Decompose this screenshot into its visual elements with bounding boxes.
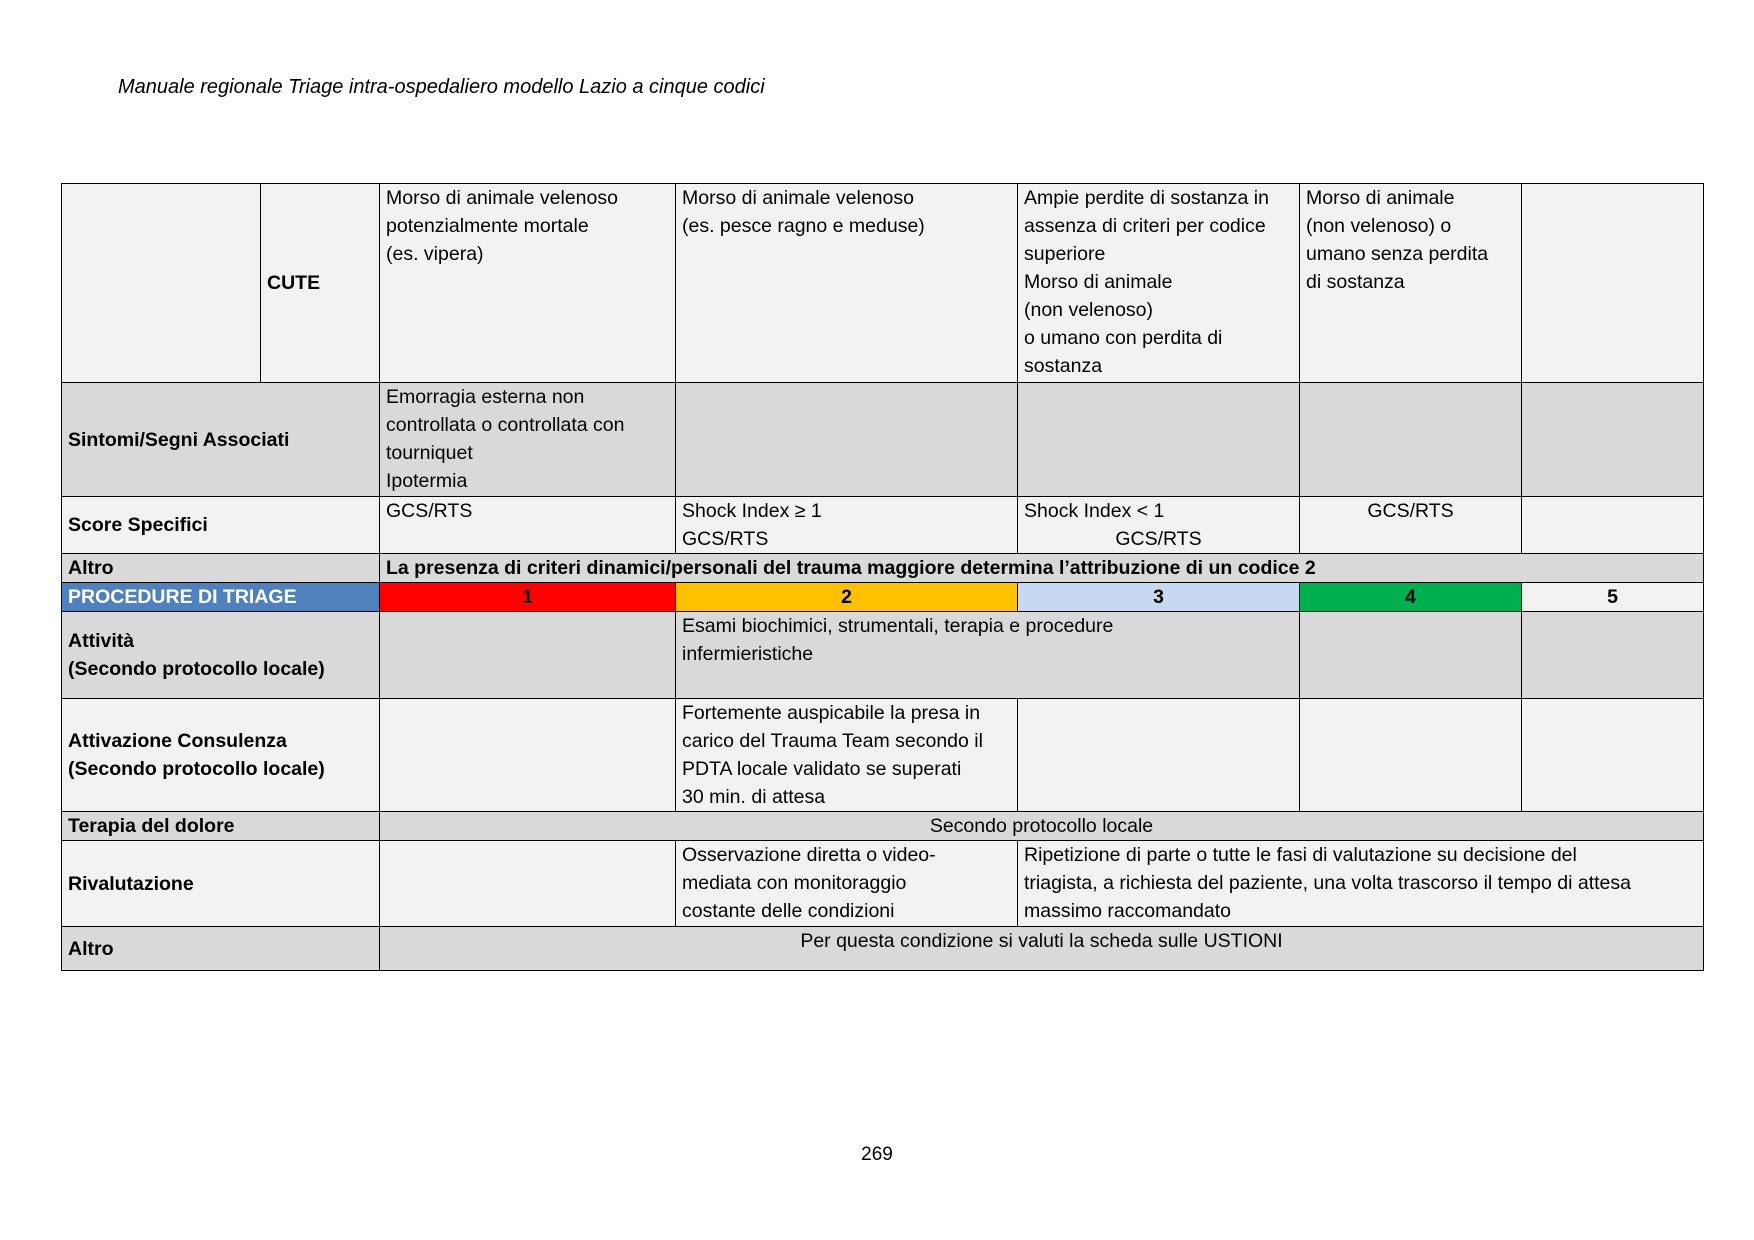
rivalutazione-code-2: Osservazione diretta o video- mediata con monitoraggio costante delle condizioni (676, 841, 1018, 927)
sintomi-code-3 (1018, 383, 1300, 497)
row-procedure-header (62, 583, 1704, 612)
code-1-cell: 1 (380, 583, 676, 612)
score-code-2-line1: Shock Index ≥ 1 (682, 500, 822, 522)
rivalutazione-code-1 (380, 841, 676, 927)
cute-code-2: Morso di animale velenoso (es. pesce ragno e meduse) (676, 184, 1018, 383)
row-label-cute: CUTE (261, 184, 380, 383)
row-label-altro-1: Altro (62, 554, 380, 583)
row-rivalutazione (62, 841, 1704, 927)
sintomi-code-5 (1522, 383, 1704, 497)
rivalutazione-text: Ripetizione di parte o tutte le fasi di valutazione su decisione del triagista, a richiesta del paziente, una volta trascorso il tempo di attesa massimo raccomandato (1018, 841, 1704, 927)
attivita-code-5 (1522, 612, 1704, 699)
row-sintomi (62, 383, 1704, 497)
cute-code-1: Morso di animale velenoso potenzialmente mortale (es. vipera) (380, 184, 676, 383)
row-attivita (62, 612, 1704, 699)
document-header: Manuale regionale Triage intra-ospedaliero modello Lazio a cinque codici (118, 76, 765, 98)
score-code-3-line2: GCS/RTS (1115, 528, 1202, 550)
row-altro-1 (62, 554, 1704, 583)
empty-cell (62, 184, 261, 383)
sintomi-code-2 (676, 383, 1018, 497)
code-5-cell: 5 (1522, 583, 1704, 612)
row-cute (62, 184, 1704, 383)
row-score (62, 497, 1704, 554)
row-altro-2 (62, 927, 1704, 971)
score-code-3 (1018, 497, 1300, 554)
row-label-rivalutazione: Rivalutazione (62, 841, 380, 927)
triage-table (61, 183, 1704, 971)
procedure-header-label: PROCEDURE DI TRIAGE (62, 583, 380, 612)
row-label-consulenza: Attivazione Consulenza (Secondo protocollo locale) (62, 699, 380, 812)
consulenza-code-5 (1522, 699, 1704, 812)
code-3-cell: 3 (1018, 583, 1300, 612)
consulenza-code-2: Fortemente auspicabile la presa in carico del Trauma Team secondo il PDTA locale validato se superati 30 min. di attesa (676, 699, 1018, 812)
altro-1-text: La presenza di criteri dinamici/personali del trauma maggiore determina l’attribuzione di un codice 2 (380, 554, 1704, 583)
row-label-altro-2: Altro (62, 927, 380, 971)
sintomi-code-4 (1300, 383, 1522, 497)
attivita-text: Esami biochimici, strumentali, terapia e procedure infermieristiche (676, 612, 1300, 699)
code-2-cell: 2 (676, 583, 1018, 612)
row-label-attivita: Attività (Secondo protocollo locale) (62, 612, 380, 699)
score-code-2 (676, 497, 1018, 554)
altro-2-text: Per questa condizione si valuti la scheda sulle USTIONI (380, 927, 1704, 971)
row-label-dolore: Terapia del dolore (62, 812, 380, 841)
consulenza-code-1 (380, 699, 676, 812)
consulenza-code-4 (1300, 699, 1522, 812)
score-code-2-line2: GCS/RTS (682, 528, 769, 550)
score-code-4: GCS/RTS (1300, 497, 1522, 554)
row-label-score: Score Specifici (62, 497, 380, 554)
cute-code-3: Ampie perdite di sostanza in assenza di criteri per codice superiore Morso di animale (non velenoso) o umano con perdita di sostanza (1018, 184, 1300, 383)
code-4-cell: 4 (1300, 583, 1522, 612)
score-code-1: GCS/RTS (380, 497, 676, 554)
score-code-3-line1: Shock Index < 1 (1024, 500, 1165, 522)
dolore-text: Secondo protocollo locale (380, 812, 1704, 841)
score-code-5 (1522, 497, 1704, 554)
consulenza-code-3 (1018, 699, 1300, 812)
cute-code-5 (1522, 184, 1704, 383)
attivita-code-1 (380, 612, 676, 699)
sintomi-code-1: Emorragia esterna non controllata o controllata con tourniquet Ipotermia (380, 383, 676, 497)
attivita-code-4 (1300, 612, 1522, 699)
row-label-sintomi: Sintomi/Segni Associati (62, 383, 380, 497)
row-dolore (62, 812, 1704, 841)
cute-code-4: Morso di animale (non velenoso) o umano senza perdita di sostanza (1300, 184, 1522, 383)
page-number: 269 (861, 1144, 893, 1165)
row-consulenza (62, 699, 1704, 812)
